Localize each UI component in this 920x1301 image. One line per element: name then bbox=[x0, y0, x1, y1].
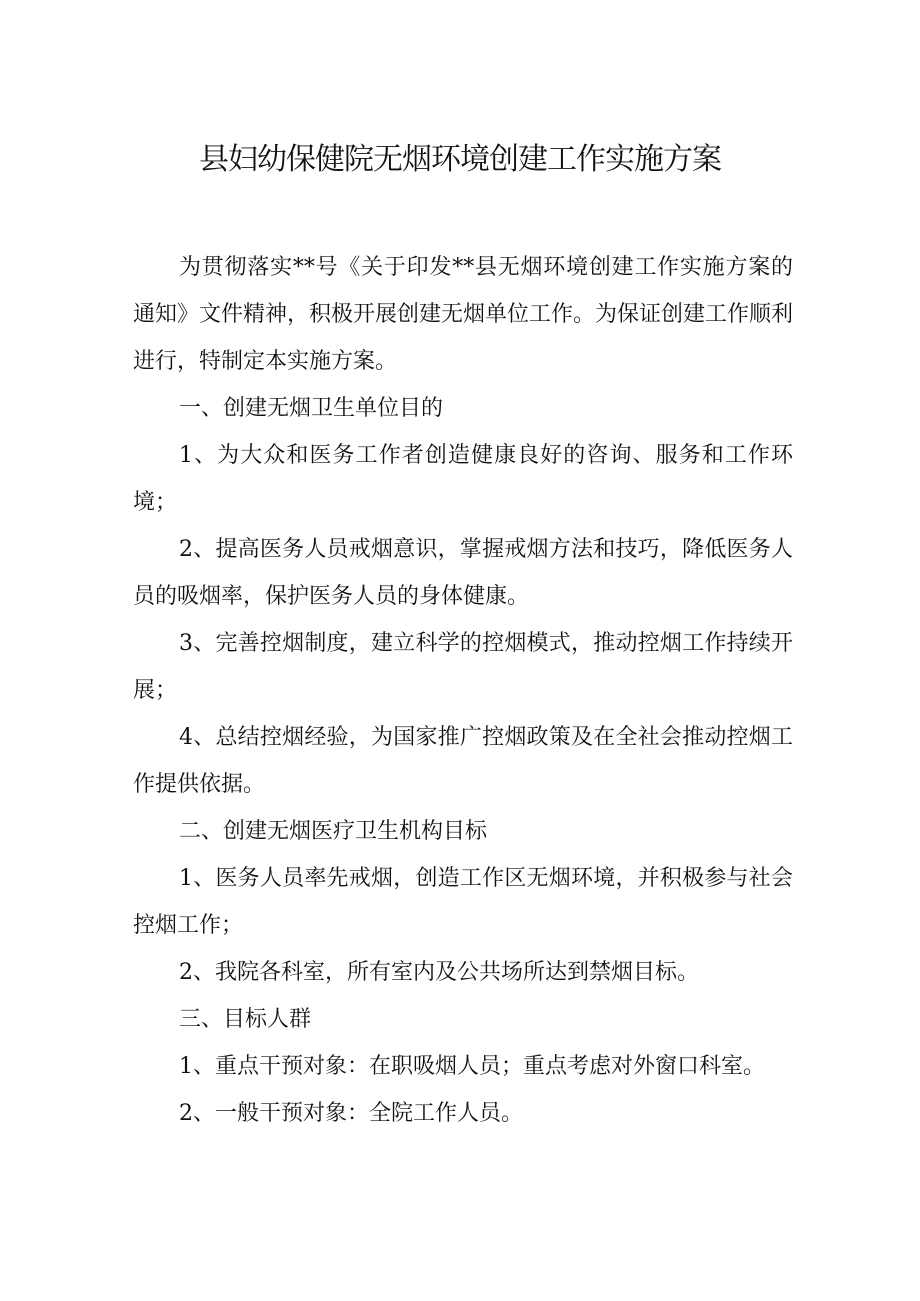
document-body bbox=[133, 244, 793, 1137]
purpose-item-3: 3、完善控烟制度，建立科学的控烟模式，推动控烟工作持续开展； bbox=[133, 631, 793, 703]
intro-paragraph: 为贯彻落实**号《关于印发**县无烟环境创建工作实施方案的通知》文件精神，积极开展创建无烟单位工作。为保证创建工作顺利进行，特制定本实施方案。 bbox=[133, 255, 794, 374]
target-group-item-1: 1、重点干预对象：在职吸烟人员；重点考虑对外窗口科室。 bbox=[179, 1054, 765, 1079]
goal-item-2: 2、我院各科室，所有室内及公共场所达到禁烟目标。 bbox=[179, 960, 699, 985]
section-heading-target-groups: 三、目标人群 bbox=[179, 1007, 312, 1032]
goal-item-1: 1、医务人员率先戒烟，创造工作区无烟环境，并积极参与社会控烟工作； bbox=[133, 866, 793, 938]
purpose-item-4: 4、总结控烟经验，为国家推广控烟政策及在全社会推动控烟工作提供依据。 bbox=[133, 725, 793, 797]
section-heading-goals: 二、创建无烟医疗卫生机构目标 bbox=[179, 819, 488, 844]
section-heading-purpose: 一、创建无烟卫生单位目的 bbox=[179, 396, 444, 421]
purpose-item-1: 1、为大众和医务工作者创造健康良好的咨询、服务和工作环境； bbox=[133, 443, 793, 515]
target-group-item-2: 2、一般干预对象：全院工作人员。 bbox=[179, 1101, 523, 1126]
document-title: 县妇幼保健院无烟环境创建工作实施方案 bbox=[199, 142, 721, 177]
purpose-item-2: 2、提高医务人员戒烟意识，掌握戒烟方法和技巧，降低医务人员的吸烟率，保护医务人员的身体健康。 bbox=[133, 537, 793, 609]
